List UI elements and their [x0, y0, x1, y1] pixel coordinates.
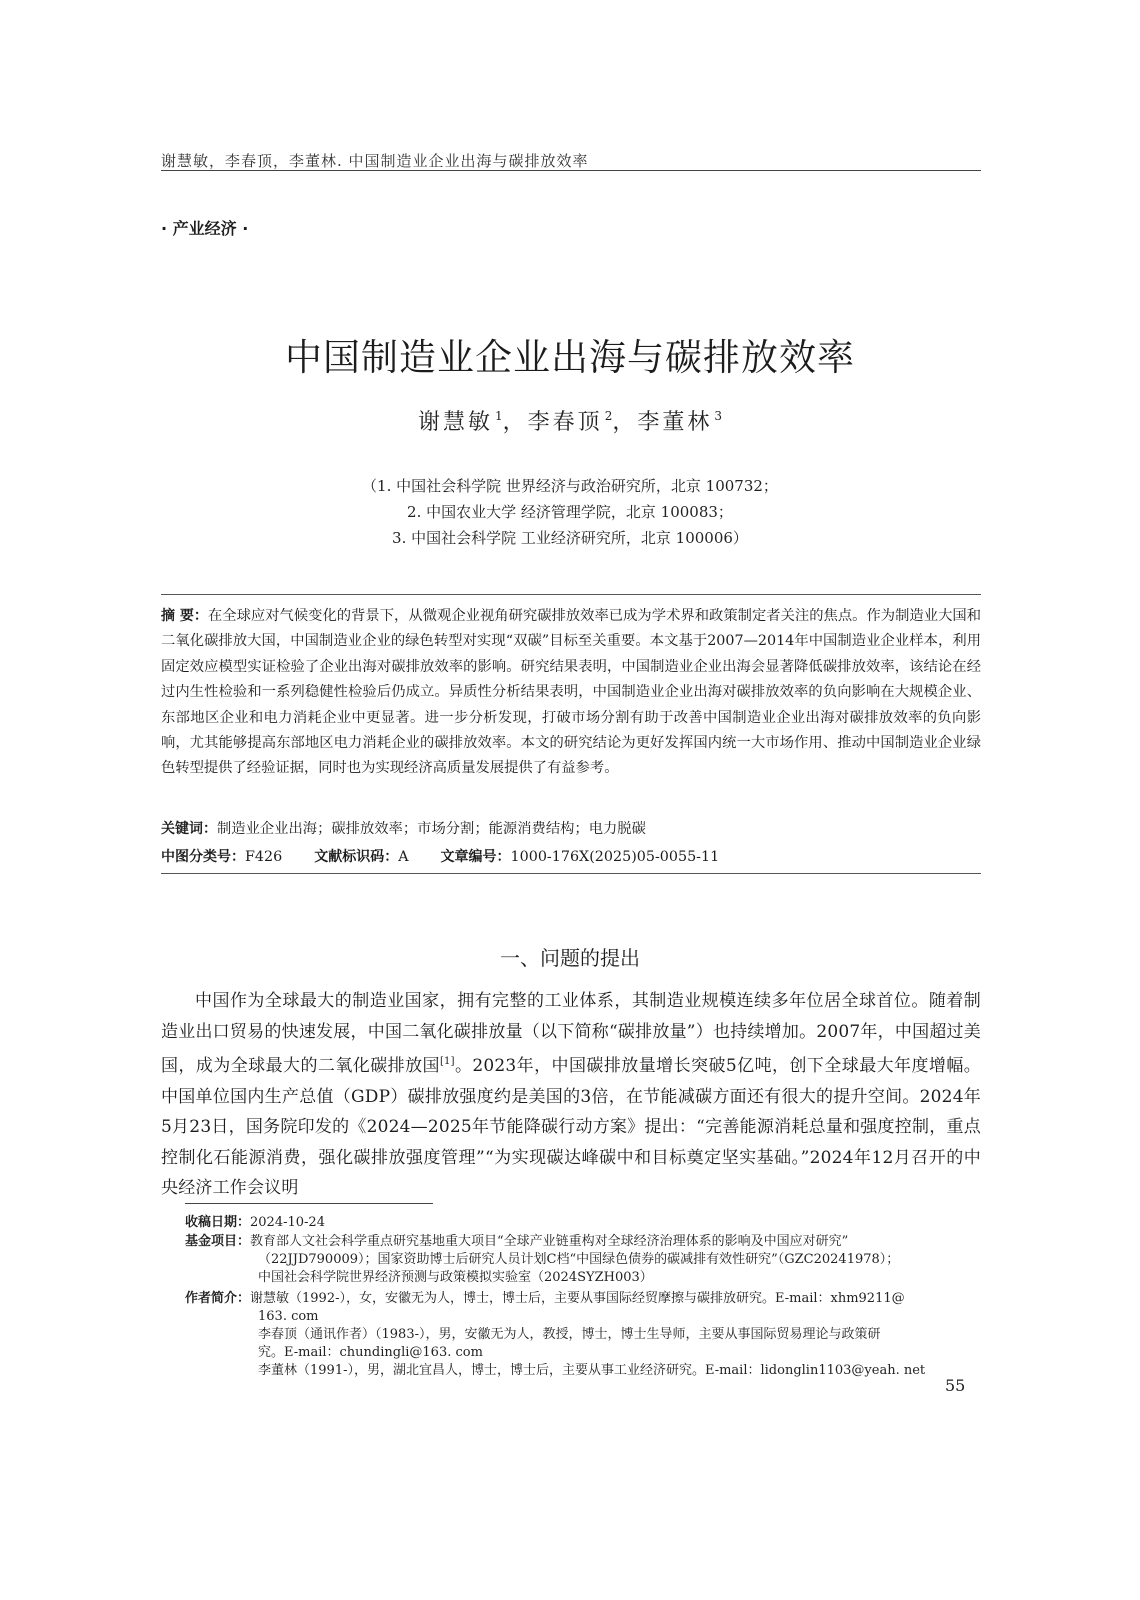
bio-text: 究。E-mail：chundingli@163. com — [258, 1345, 483, 1360]
header-rule — [161, 170, 981, 171]
bio-label: 作者简介： — [185, 1291, 251, 1306]
affiliation-line: （1. 中国社会科学院 世界经济与政治研究所，北京 100732； — [362, 477, 778, 495]
fund-label: 基金项目： — [185, 1234, 251, 1249]
keywords-label: 关键词： — [161, 821, 217, 837]
body-text: 。2023年，中国碳排放量增长突破5亿吨，创下全球最大年度增幅。中国单位国内生产总值（GDP）碳排放强度约是美国的3倍，在节能减碳方面还有很大的提升空间。2024年5月23日，国务院印发的《2024—2025年节能降碳行动方案》提出：“完善能源消耗总量和强度控制，重点控制化石能源消费，强化碳排放强度管理”“为实现碳达峰碳中和目标奠定坚实基础。”2024年12月召开的中央经济工作会议明 — [161, 1056, 981, 1198]
section-tag: · 产业经济 · — [161, 219, 249, 238]
footnote-bio — [185, 1290, 981, 1380]
author-separator: ， — [612, 410, 638, 435]
article-no-label: 文章编号： — [440, 849, 511, 865]
received-label: 收稿日期： — [185, 1215, 251, 1230]
keywords — [161, 818, 646, 838]
doc-code-label: 文献标识码： — [314, 849, 399, 865]
bio-text: 李董林（1991-），男，湖北宜昌人，博士，博士后，主要从事工业经济研究。E-mail：lidonglin1103@yeah. net — [258, 1363, 926, 1378]
affiliation-line: 2. 中国农业大学 经济管理学院，北京 100083； — [407, 503, 733, 521]
abstract-top-rule — [161, 594, 981, 595]
author-name: 谢慧敏 — [418, 410, 494, 435]
footnote-fund — [185, 1233, 981, 1287]
clc-label: 中图分类号： — [161, 849, 245, 865]
author-affil-mark: 2 — [604, 409, 613, 423]
author-name: 李董林 — [637, 410, 713, 435]
fund-text: （22JJD790009）；国家资助博士后研究人员计划C档“中国绿色债券的碳减排有效性研究”（GZC20241978）； — [258, 1252, 900, 1267]
author-list — [0, 405, 1140, 436]
classification-line — [161, 846, 719, 866]
affiliation-line: 3. 中国社会科学院 工业经济研究所，北京 100006） — [392, 529, 748, 547]
footnote-rule — [185, 1203, 433, 1204]
bio-text: 李春顶（通讯作者）（1983-），男，安徽无为人，教授，博士，博士生导师，主要从事国际贸易理论与政策研 — [258, 1327, 881, 1342]
keywords-text: 制造业企业出海；碳排放效率；市场分割；能源消费结构；电力脱碳 — [217, 821, 646, 837]
running-header: 谢慧敏，李春顶，李董林. 中国制造业企业出海与碳排放效率 — [161, 152, 589, 170]
citation-ref: [1] — [439, 1056, 455, 1067]
received-date: 2024-10-24 — [250, 1215, 325, 1230]
abstract-label: 摘 要： — [161, 608, 208, 624]
footnote-received — [185, 1214, 981, 1232]
author-separator: ， — [502, 410, 528, 435]
author-name: 李春顶 — [527, 410, 603, 435]
page-number: 55 — [945, 1376, 966, 1395]
abstract-text: 在全球应对气候变化的背景下，从微观企业视角研究碳排放效率已成为学术界和政策制定者关注的焦点。作为制造业大国和二氧化碳排放大国，中国制造业企业的绿色转型对实现“双碳”目标至关重要。本文基于2007—2014年中国制造业企业样本，利用固定效应模型实证检验了企业出海对碳排放效率的影响。研究结果表明，中国制造业企业出海会显著降低碳排放效率，该结论在经过内生性检验和一系列稳健性检验后仍成立。异质性分析结果表明，中国制造业企业出海对碳排放效率的负向影响在大规模企业、东部地区企业和电力消耗企业中更显著。进一步分析发现，打破市场分割有助于改善中国制造业企业出海对碳排放效率的负向影响，尤其能够提高东部地区电力消耗企业的碳排放效率。本文的研究结论为更好发挥国内统一大市场作用、推动中国制造业企业绿色转型提供了经验证据，同时也为实现经济高质量发展提供了有益参考。 — [161, 608, 981, 777]
author-affil-mark: 1 — [495, 409, 503, 423]
article-no-value: 1000-176X(2025)05-0055-11 — [510, 849, 720, 865]
doc-code-value: A — [398, 849, 409, 865]
abstract — [161, 604, 981, 782]
section-heading: 一、问题的提出 — [500, 946, 640, 970]
fund-text: 中国社会科学院世界经济预测与政策模拟实验室（2024SYZH003） — [258, 1270, 653, 1285]
paper-title: 中国制造业企业出海与碳排放效率 — [285, 336, 855, 379]
body-text: 中国作为全球最大的制造业国家，拥有完整的工业体系，其制造业规模连续多年位居全球首位。随着制造业出口贸易的快速发展，中国二氧化碳排放量（以下简称“碳排放量”）也持续增加。2007年，中国超过美国，成为全球最大的二氧化碳排放国 — [161, 991, 981, 1076]
body-paragraph — [161, 986, 981, 1204]
bio-text: 163. com — [258, 1309, 319, 1324]
clc-value: F426 — [245, 849, 283, 865]
abstract-bottom-rule — [161, 873, 981, 874]
author-affil-mark: 3 — [714, 409, 722, 423]
fund-text: 教育部人文社会科学重点研究基地重大项目“全球产业链重构对全球经济治理体系的影响及中国应对研究” — [250, 1234, 849, 1249]
bio-text: 谢慧敏（1992-），女，安徽无为人，博士，博士后，主要从事国际经贸摩擦与碳排放研究。E-mail：xhm9211@ — [250, 1291, 905, 1306]
